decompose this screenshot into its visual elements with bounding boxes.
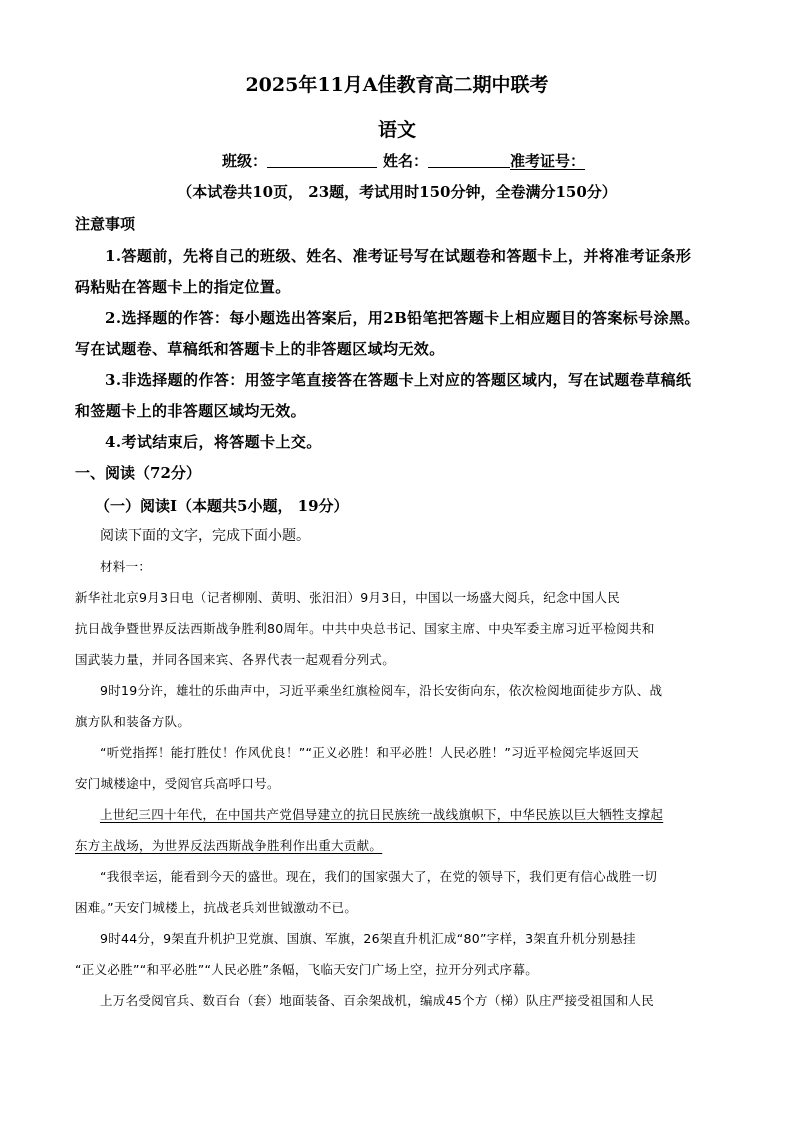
exam-no-label: 准考证号：	[510, 152, 586, 170]
material-line: “我很幸运，能看到今天的盛世。现在，我们的国家强大了，在党的领导下，我们更有信心战胜一切	[100, 869, 658, 884]
exam-info: （本试卷共10页， 23题，考试用时150分钟，全卷满分150分）	[177, 183, 617, 201]
material-line: 9时19分许，雄壮的乐曲声中，习近平乘坐红旗检阅车，沿长安街向东，依次检阅地面徒步方队、战	[100, 683, 663, 698]
material-line-underlined	[75, 836, 382, 854]
note-line: 和签题卡上的非答题区域均无效。	[75, 402, 307, 420]
subsection-title: （一）阅读Ⅰ（本题共5小题， 19分）	[95, 497, 349, 515]
student-info-line	[222, 150, 585, 171]
note-line: 1.答题前，先将自己的班级、姓名、准考证号写在试题卷和答题卡上，并将准考证条形	[105, 247, 692, 265]
material-line: “听党指挥！能打胜仗！作风优良！”“正义必胜！和平必胜！人民必胜！”习近平检阅完毕返回天	[100, 745, 640, 760]
subject-title: 语文	[377, 119, 416, 141]
material-line: 安门城楼途中，受阅官兵高呼口号。	[75, 776, 280, 791]
class-blank	[267, 153, 377, 168]
material-line: 新华社北京9月3日电（记者柳刚、黄明、张汨汨）9月3日，中国以一场盛大阅兵，纪念中国人民	[75, 590, 621, 605]
material-line: “正义必胜”“和平必胜”“人民必胜”条幅，飞临天安门广场上空，拉开分列式序幕。	[75, 962, 539, 977]
note-line: 3.非选择题的作答：用签字笔直接答在答题卡上对应的答题区域内，写在试题卷草稿纸	[105, 371, 692, 389]
material-line: 困难。”天安门城楼上，抗战老兵刘世钺激动不已。	[75, 900, 358, 915]
section-title: 一、阅读（72分）	[75, 464, 201, 482]
exam-title: 2025年11月A佳教育高二期中联考	[245, 74, 549, 96]
material-line: 抗日战争暨世界反法西斯战争胜利80周年。中共中央总书记、国家主席、中央军委主席习近平检阅共和	[75, 621, 655, 636]
material-label: 材料一：	[100, 559, 152, 574]
material-line: 上万名受阅官兵、数百台（套）地面装备、百余架战机，编成45个方（梯）队庄严接受祖国和人民	[100, 993, 655, 1008]
note-line: 4.考试结束后，将答题卡上交。	[105, 433, 322, 451]
material-line-underlined	[100, 805, 663, 823]
reading-instruction: 阅读下面的文字，完成下面小题。	[100, 528, 310, 544]
notes-heading: 注意事项	[75, 215, 136, 233]
underlined-text: 东方主战场，为世界反法西斯战争胜利作出重大贡献。	[75, 838, 383, 853]
material-line: 旗方队和装备方队。	[75, 714, 191, 729]
underlined-text: 上世纪三四十年代，在中国共产党倡导建立的抗日民族统一战线旗帜下，中华民族以巨大牺牲支撑起	[100, 807, 664, 822]
note-line: 码粘贴在答题卡上的指定位置。	[75, 278, 291, 296]
name-blank	[428, 153, 510, 168]
class-label: 班级：	[222, 152, 268, 170]
material-line: 9时44分，9架直升机护卫党旗、国旗、军旗，26架直升机汇成“80”字样，3架直升机分别悬挂	[100, 931, 636, 946]
note-line: 写在试题卷、草稿纸和答题卡上的非答题区域均无效。	[75, 340, 445, 358]
note-line: 2.选择题的作答：每小题选出答案后，用2B铅笔把答题卡上相应题目的答案标号涂黑。	[105, 309, 700, 327]
material-line: 国武装力量，并同各国来宾、各界代表一起观看分列式。	[75, 652, 396, 667]
name-label: 姓名：	[383, 152, 429, 170]
